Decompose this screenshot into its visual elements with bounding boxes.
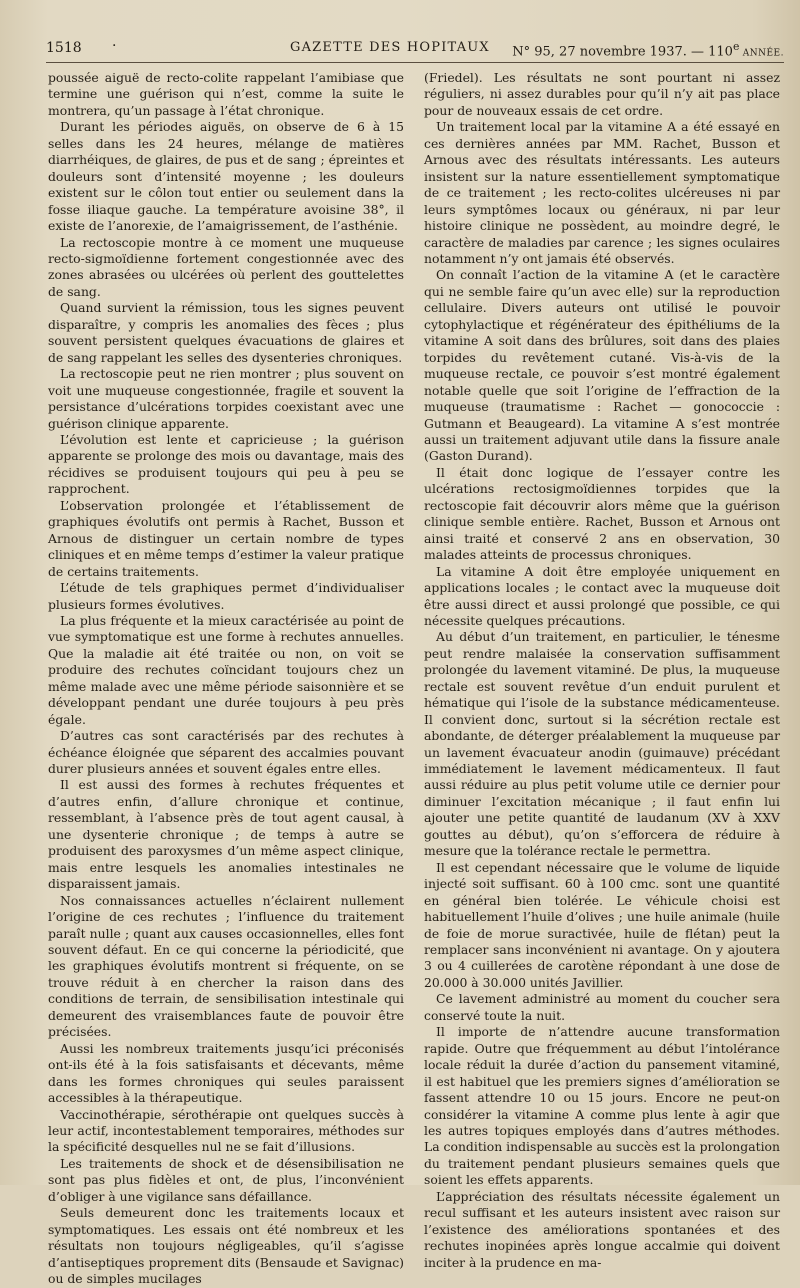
paragraph: L’appréciation des résultats nécessite également un recul suffisant et les auteurs insistent avec raison sur l’existence des améliorations spontanées et des rechutes inopinées après longue accalmie qui doivent inciter à la prudence en ma- xyxy=(424,1188,780,1270)
issue-year-label: ANNÉE. xyxy=(739,48,784,59)
paragraph: Les traitements de shock et de désensibilisation ne sont pas plus fidèles et ont, de plus, l’inconvénient d’obliger à une vigilance sans défaillance. xyxy=(48,1155,404,1204)
paragraph: Un traitement local par la vitamine A a été essayé en ces dernières années par MM. Rachet, Busson et Arnous avec des résultats intéressants. Les auteurs insistent sur la nature essentiellement symptomatique de ce traitement ; les recto-colites ulcéreuses ni par leurs symptômes locaux ou généraux, ni par leur histoire clinique ne possèdent, au moindre degré, le caractère de maladies par carence ; les signes oculaires notamment n’y ont jamais été observés. xyxy=(424,119,780,266)
issue-info xyxy=(512,40,784,59)
paragraph: La rectoscopie montre à ce moment une muqueuse recto-sigmoïdienne fortement congestionnée avec des zones abrasées ou ulcérées où perlent des gouttelettes de sang. xyxy=(48,234,404,299)
journal-title: GAZETTE DES HOPITAUX xyxy=(290,40,490,55)
paragraph: La rectoscopie peut ne rien montrer ; plus souvent on voit une muqueuse congestionnée, fragile et souvent la persistance d’ulcérations torpides coexistant avec une guérison clinique apparente. xyxy=(48,366,404,431)
paragraph: Ce lavement administré au moment du coucher sera conservé toute la nuit. xyxy=(424,991,780,1023)
paragraph: poussée aiguë de recto-colite rappelant l’amibiase que termine une guérison qui n’est, comme la suite le montrera, qu’un passage à l’état chronique. xyxy=(48,70,404,118)
paragraph: Aussi les nombreux traitements jusqu’ici préconisés ont-ils été à la fois satisfaisants et décevants, même dans les formes chroniques qui seules paraissent accessibles à la thérapeutique. xyxy=(48,1040,404,1106)
paragraph: Nos connaissances actuelles n’éclairent nullement l’origine de ces rechutes ; l’influence du traitement paraît nulle ; quant aux causes occasionnelles, elles font souvent défaut. En ce qui concerne la périodicité, que les graphiques évolutifs montrent si fréquente, on se trouve réduit à en chercher la raison dans des conditions de terrain, de sensibilisation intestinale qui demeurent des vraisemblances faute de pouvoir être précisées. xyxy=(48,892,404,1040)
paragraph: Au début d’un traitement, en particulier, le ténesme peut rendre malaisée la conservation suffisamment prolongée du lavement vitaminé. De plus, la muqueuse rectale est souvent revêtue d’un enduit purulent et hématique qui l’isole de la substance médicamenteuse. Il convient donc, surtout si la sécrétion rectale est abondante, de déterger préalablement la muqueuse par un lavement évacuateur anodin (guimauve) précédant immédiatement le lavement médicamenteux. Il faut aussi réduire au plus petit volume utile ce dernier pour diminuer l’excitation mécanique ; il faut enfin lui ajouter une petite quantité de laudanum (XV à XXV gouttes au début), qu’on s’efforcera de réduire à mesure que la tolérance rectale le permettra. xyxy=(424,629,780,859)
left-column xyxy=(48,70,404,1288)
paragraph: Seuls demeurent donc les traitements locaux et symptomatiques. Les essais ont été nombreux et les résultats non toujours négligeables, qu’il s’agisse d’antiseptiques proprement dits (Bensaude et Savignac) ou de simples mucilages xyxy=(48,1205,404,1287)
header-separator: · xyxy=(112,38,117,54)
issue-date: N° 95, 27 novembre 1937. — 110 xyxy=(512,44,733,60)
paragraph: D’autres cas sont caractérisés par des rechutes à échéance éloignée que séparent des accalmies pouvant durer plusieurs années et souvent égales entre elles. xyxy=(48,728,404,777)
paragraph: Il était donc logique de l’essayer contre les ulcérations rectosigmoïdiennes torpides que la rectoscopie fait découvrir alors même que la guérison clinique semble entière. Rachet, Busson et Arnous ont ainsi traité et conservé 2 ans en observation, 30 malades atteints de processus chroniques. xyxy=(424,464,780,563)
paragraph: Vaccinothérapie, sérothérapie ont quelques succès à leur actif, incontestablement temporaires, méthodes sur la spécificité desquelles nul ne se fait d’illusions. xyxy=(48,1106,404,1155)
issue-superscript: e xyxy=(732,40,740,53)
paragraph: Il est cependant nécessaire que le volume de liquide injecté soit suffisant. 60 à 100 cmc. sont une quantité en général bien tolérée. Le véhicule choisi est habituellement l’huile d’olives ; une huile animale (huile de foie de morue suractivée, huile de flétan) peut la remplacer sans inconvénient ni avantage. On y ajoutera 3 ou 4 cuillerées de carotène répondant à une dose de 20.000 à 30.000 unités Javillier. xyxy=(424,859,780,990)
paragraph: Il est aussi des formes à rechutes fréquentes et d’autres enfin, d’allure chronique et continue, ressemblant, à l’absence près de tout agent causal, à une dysenterie chronique ; de temps à autre se produisent des paroxysmes d’un même aspect clinique, mais entre lesquels les anomalies intestinales ne disparaissent jamais. xyxy=(48,777,404,892)
paragraph: La plus fréquente et la mieux caractérisée au point de vue symptomatique est une forme à rechutes annuelles. Que la maladie ait été traitée ou non, on voit se produire des rechutes coïncidant toujours chez un même malade avec une même période saisonnière et se développant pendant une durée toujours à peu près égale. xyxy=(48,612,404,727)
paragraph: Quand survient la rémission, tous les signes peuvent disparaître, y compris les anomalies des fèces ; plus souvent persistent quelques évacuations de glaires et de sang rappelant les selles des dysenteries chroniques. xyxy=(48,300,404,365)
header-rule xyxy=(46,62,784,63)
paragraph: On connaît l’action de la vitamine A (et le caractère qui ne semble faire qu’un avec elle) sur la reproduction cellulaire. Divers auteurs ont utilisé le pouvoir cytophylactique et régénérateur des épithéliums de la vitamine A soit dans des brûlures, soit dans des plaies torpides du revêtement cutané. Vis-à-vis de la muqueuse rectale, ce pouvoir s’est montré également notable quelle que soit l’origine de l’effraction de la muqueuse (traumatisme : Rachet — gonococcie : Gutmann et Beaugeard). La vitamine A s’est montrée aussi un traitement adjuvant utile dans la fissure anale (Gaston Durand). xyxy=(424,267,780,464)
paragraph: Durant les périodes aiguës, on observe de 6 à 15 selles dans les 24 heures, mélange de matières diarrhéiques, de glaires, de pus et de sang ; épreintes et douleurs sont d’intensité moyenne ; les douleurs existent sur le côlon tout entier ou seulement dans la fosse iliaque gauche. La température avoisine 38°, il existe de l’anorexie, de l’amaigrissement, de l’asthénie. xyxy=(48,119,404,234)
page-number: 1518 xyxy=(46,40,82,56)
paragraph: L’observation prolongée et l’établissement de graphiques évolutifs ont permis à Rachet, Busson et Arnous de distinguer un certain nombre de types cliniques et en même temps d’estimer la valeur pratique de certains traitements. xyxy=(48,497,404,579)
paragraph: Il importe de n’attendre aucune transformation rapide. Outre que fréquemment au début l’intolérance locale réduit la durée d’action du pansement vitaminé, il est habituel que les premiers signes d’amélioration se fassent attendre 10 ou 15 jours. Encore ne peut-on considérer la vitamine A comme plus lente à agir que les autres topiques employés dans d’autres méthodes. La condition indispensable au succès est la prolongation du traitement pendant plusieurs semaines quels que soient les effets apparents. xyxy=(424,1024,780,1188)
paragraph: L’évolution est lente et capricieuse ; la guérison apparente se prolonge des mois ou davantage, mais des récidives se produisent toujours qui peu à peu se rapprochent. xyxy=(48,431,404,497)
paragraph: L’étude de tels graphiques permet d’individualiser plusieurs formes évolutives. xyxy=(48,580,404,612)
paragraph: La vitamine A doit être employée uniquement en applications locales ; le contact avec la muqueuse doit être aussi direct et aussi prolongé que possible, ce qui nécessite quelques précautions. xyxy=(424,563,780,628)
page-header xyxy=(46,38,784,60)
right-column xyxy=(424,70,780,1271)
paragraph: (Friedel). Les résultats ne sont pourtant ni assez réguliers, ni assez durables pour qu’il n’y ait pas place pour de nouveaux essais de cet ordre. xyxy=(424,70,780,118)
